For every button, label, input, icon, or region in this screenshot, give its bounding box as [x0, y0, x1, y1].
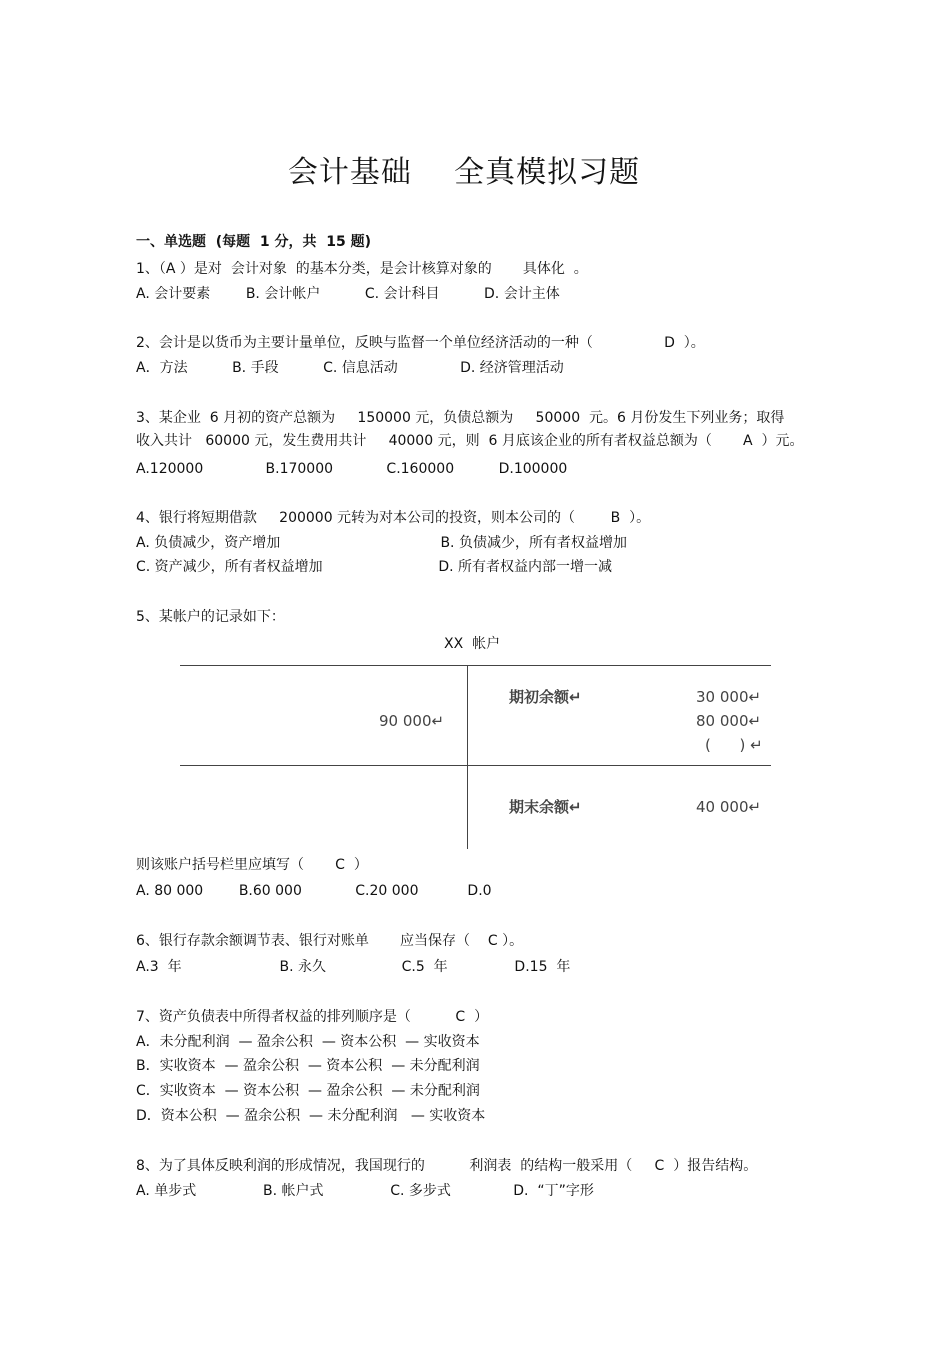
text-line: 6、银行存款余额调节表、银行对账单 应当保存（ C ）。: [136, 933, 524, 949]
text-line: A. 单步式 B. 帐户式 C. 多步式 D. “丁”字形: [136, 1183, 594, 1199]
opening-value-1: 30 000↵: [696, 688, 762, 706]
text-line: 则该账户括号栏里应填写（ C ）: [136, 857, 368, 873]
debit-amount: 90 000↵: [379, 712, 445, 730]
text-line: C．实收资本 — 资本公积 — 盈余公积 — 未分配利润: [136, 1083, 480, 1099]
text-line: A．方法 B. 手段 C. 信息活动 D. 经济管理活动: [136, 360, 564, 376]
text-line: A. 会计要素 B. 会计帐户 C. 会计科目 D. 会计主体: [136, 286, 560, 302]
page-title: 会计基础 全真模拟习题: [287, 155, 641, 190]
text-line: 2、会计是以货币为主要计量单位，反映与监督一个单位经济活动的一种（ D ）。: [136, 335, 705, 351]
text-line: A.120000 B.170000 C.160000 D.100000: [136, 461, 568, 477]
text-line: A. 80 000 B.60 000 C.20 000 D.0: [136, 883, 492, 899]
text-line: 3、某企业 6 月初的资产总额为 150000 元，负债总额为 50000 元。6 月份发生下列业务；取得: [136, 410, 785, 426]
closing-value: 40 000↵: [696, 798, 762, 816]
blank-value: ( ) ↵: [705, 736, 763, 754]
text-line: C. 资产减少，所有者权益增加 D. 所有者权益内部一增一减: [136, 559, 613, 575]
opening-value-2: 80 000↵: [696, 712, 762, 730]
t-account-mid-line: [180, 765, 771, 766]
text-line: 7、资产负债表中所得者权益的排列顺序是（ C ）: [136, 1009, 489, 1025]
text-line: 收入共计 60000 元，发生费用共计 40000 元，则 6 月底该企业的所有者权益总额为（ A ）元。: [136, 433, 804, 449]
closing-balance-label: 期末余额↵: [509, 798, 582, 816]
text-line: D．资本公积 — 盈余公积 — 未分配利润 — 实收资本: [136, 1108, 486, 1124]
t-account-top-line: [180, 665, 771, 666]
text-line: A. 负债减少，资产增加 B. 负债减少，所有者权益增加: [136, 535, 627, 551]
t-account-title: XX 帐户: [444, 636, 501, 652]
opening-balance-label: 期初余额↵: [509, 688, 582, 706]
text-line: A．未分配利润 — 盈余公积 — 资本公积 — 实收资本: [136, 1034, 480, 1050]
section-heading: 一、单选题 (每题 1 分，共 15 题): [136, 234, 372, 250]
text-line: B．实收资本 — 盈余公积 — 资本公积 — 未分配利润: [136, 1058, 480, 1074]
text-line: 8、为了具体反映利润的形成情况，我国现行的 利润表 的结构一般采用（ C ）报告结构。: [136, 1158, 758, 1174]
text-line: 4、银行将短期借款 200000 元转为对本公司的投资，则本公司的（ B ）。: [136, 510, 651, 526]
text-line: 5、某帐户的记录如下：: [136, 609, 285, 625]
t-account-divider: [467, 665, 468, 849]
text-line: 1、（A ）是对 会计对象 的基本分类，是会计核算对象的 具体化 。: [136, 261, 588, 277]
text-line: A.3 年 B. 永久 C.5 年 D.15 年: [136, 959, 571, 975]
